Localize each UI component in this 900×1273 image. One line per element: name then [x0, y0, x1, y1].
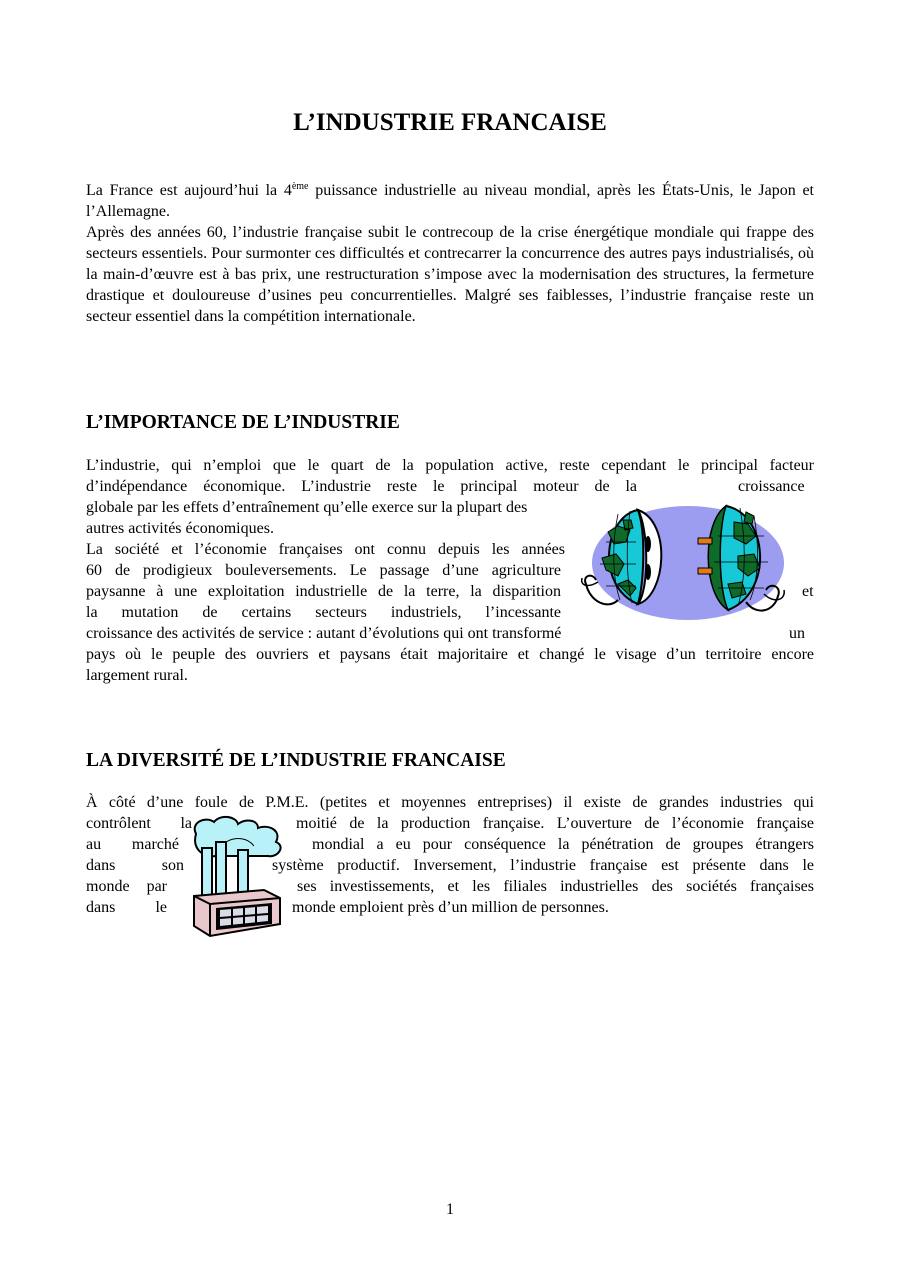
s2-line-2-end: moitié de la production française. L’ouverture de l’économie française	[296, 815, 814, 832]
s2-line-1: À côté d’une foule de P.M.E. (petites et moyennes entreprises) il existe de grandes industries qui	[86, 794, 814, 811]
intro-paragraph-1	[86, 180, 814, 222]
s1-line-3: globale par les effets d’entraînement qu’elle exerce sur la plupart des	[86, 499, 528, 516]
s1-line-2-end: croissance	[738, 478, 805, 495]
s2-line-5-end: ses investissements, et les filiales industrielles des sociétés françaises	[297, 878, 814, 895]
intro-p1-end: puissance industrielle au niveau mondial, après les États-Unis, le Japon et l’Allemagne.	[86, 182, 815, 220]
s2-line-5-start: monde par	[86, 878, 167, 895]
s1-line-9-end: un	[789, 625, 805, 642]
intro-paragraph-2: Après des années 60, l’industrie française subit le contrecoup de la crise énergétique mondiale qui frappe des secteurs essentiels. Pour surmonter ces difficultés et contrecarrer la concurrence des autres pays industrialisés, où la main-d’œuvre est à bas prix, une restructuration s’impose avec la modernisation des structures, la fermeture drastique et douloureuse d’usines peu concurrentielles. Malgré ses faiblesses, l’industrie française reste un secteur essentiel dans la compétition internationale.	[86, 224, 814, 325]
s1-line-6: 60 de prodigieux bouleversements. Le passage d’une agriculture	[86, 562, 561, 579]
s1-line-9: croissance des activités de service : autant d’évolutions qui ont transformé	[86, 625, 562, 642]
ordinal-superscript: ème	[291, 181, 309, 192]
s1-line-7-end: et	[802, 583, 814, 600]
section-heading-importance: L’IMPORTANCE DE L’INDUSTRIE	[86, 412, 400, 433]
s2-line-6-end: monde emploient près d’un million de personnes.	[292, 899, 609, 916]
s2-line-3-end: mondial a eu pour conséquence la pénétration de groupes étrangers	[312, 836, 814, 853]
globe-plug-clipart-icon	[578, 492, 794, 630]
intro-p1-start: La France est aujourd’hui la 4	[86, 182, 292, 199]
s2-line-4-end: système productif. Inversement, l’industrie française est présente dans le	[272, 857, 814, 874]
s1-line-10: pays où le peuple des ouvriers et paysans était majoritaire et changé le visage d’un territoire encore	[86, 646, 814, 663]
s1-line-5: La société et l’économie françaises ont connu depuis les années	[86, 541, 565, 558]
s2-line-4-start: dans son	[86, 857, 184, 874]
s1-line-7: paysanne à une exploitation industrielle de la terre, la disparition	[86, 583, 561, 600]
s1-line-8: la mutation de certains secteurs industriels, l’incessante	[86, 604, 561, 621]
factory-clipart-icon	[186, 812, 290, 942]
page-number: 1	[446, 1201, 454, 1218]
s1-line-1: L’industrie, qui n’emploi que le quart de la population active, reste cependant le principal facteur	[86, 457, 814, 474]
s2-line-3-start: au marché	[86, 836, 179, 853]
section-heading-diversite: LA DIVERSITÉ DE L’INDUSTRIE FRANCAISE	[86, 750, 506, 771]
page-title: L’INDUSTRIE FRANCAISE	[293, 109, 607, 136]
s2-line-2-start: contrôlent la	[86, 815, 192, 832]
s1-line-2: d’indépendance économique. L’industrie reste le principal moteur de la	[86, 478, 637, 495]
s1-line-4: autres activités économiques.	[86, 520, 274, 537]
intro-text	[86, 180, 814, 327]
s1-line-11: largement rural.	[86, 667, 188, 684]
s2-line-6-start: dans le	[86, 899, 167, 916]
